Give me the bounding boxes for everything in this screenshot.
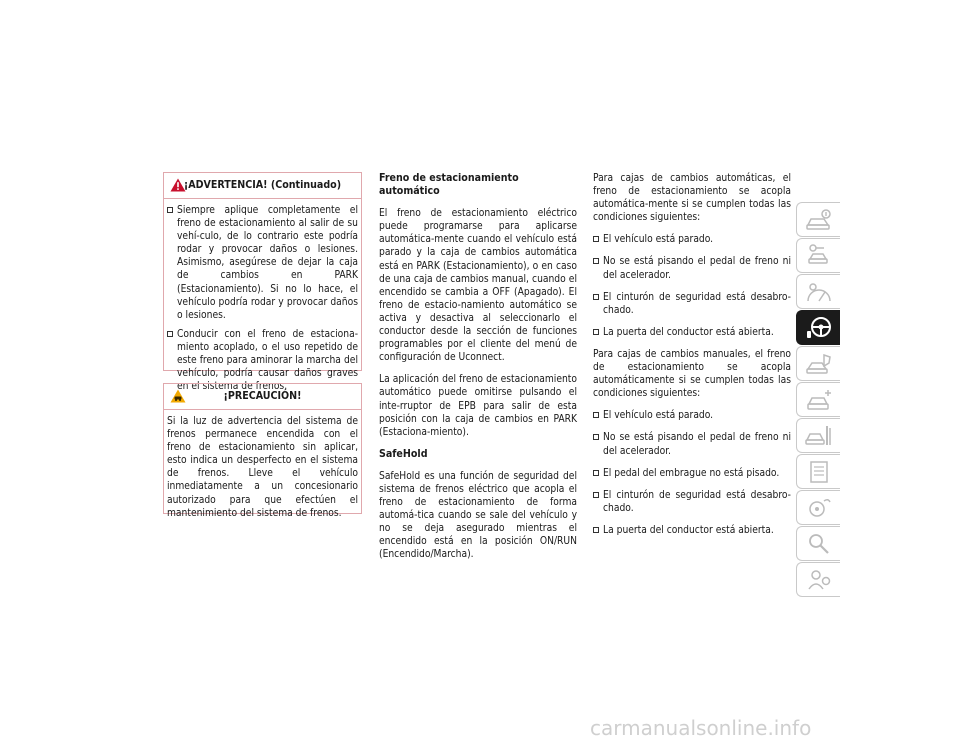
middle-column bbox=[379, 172, 577, 571]
bullet-square-icon bbox=[593, 492, 599, 498]
list-item: El pedal del embrague no está pisado. bbox=[593, 467, 791, 480]
list-item: Conducir con el freno de estaciona-miento acoplado, o el uso repetido de este freno para aminorar la marcha del vehículo, podría causar daños graves en el sistema de frenos. bbox=[167, 328, 358, 393]
bullet-square-icon bbox=[593, 412, 599, 418]
caution-car-icon bbox=[170, 389, 186, 403]
tab-specifications[interactable] bbox=[796, 454, 840, 489]
customer-assistance-icon bbox=[804, 567, 834, 593]
specifications-icon bbox=[804, 459, 834, 485]
tab-safety[interactable] bbox=[796, 346, 840, 381]
warning-box bbox=[163, 172, 362, 393]
bullet-square-icon bbox=[593, 236, 599, 242]
list-item: Siempre aplique completamente el freno de estacionamiento al salir de su vehí-culo, de lo contrario este podría rodar y provocar daños o lesiones. Asimismo, asegúrese de dejar la caja de cambios en PARK (Estacionamiento). Si no lo hace, el vehículo podría rodar y provocar daños o lesiones. bbox=[167, 204, 358, 322]
tab-car-info[interactable] bbox=[796, 202, 840, 237]
warning-header bbox=[164, 173, 361, 199]
tab-car-keys[interactable] bbox=[796, 238, 840, 273]
car-info-icon bbox=[804, 207, 834, 233]
list-item: El cinturón de seguridad está desabro-chado. bbox=[593, 291, 791, 317]
paragraph: Para cajas de cambios manuales, el freno de estacionamiento se acopla automáticamente si se cumplen todas las condiciones siguientes: bbox=[593, 348, 791, 400]
tab-dashboard-lights[interactable] bbox=[796, 274, 840, 309]
list-item: No se está pisando el pedal de freno ni del acelerador. bbox=[593, 431, 791, 457]
tab-search-index[interactable] bbox=[796, 526, 840, 561]
list-item: El vehículo está parado. bbox=[593, 233, 791, 246]
steering-wheel-icon bbox=[804, 315, 834, 341]
watermark: carmanualsonline.info bbox=[590, 716, 812, 740]
list-item: La puerta del conductor está abierta. bbox=[593, 326, 791, 339]
warning-triangle-icon bbox=[170, 178, 186, 192]
section-heading: SafeHold bbox=[379, 447, 428, 460]
caution-text: Si la luz de advertencia del sistema de frenos permanece encendida con el freno de estacionamiento sin aplicar, esto indica un desperfecto en el sistema de frenos. Lleve el vehículo inmediatamente a un concesionario autorizado para que efectúen el mantenimiento del sistema de frenos. bbox=[167, 416, 358, 519]
paragraph: Para cajas de cambios automáticas, el freno de estacionamiento se acopla automática-mente si se cumplen todas las condiciones siguientes: bbox=[593, 173, 791, 224]
emergency-icon bbox=[804, 387, 834, 413]
bullet-square-icon bbox=[593, 434, 599, 440]
list-item: El cinturón de seguridad está desabro-chado. bbox=[593, 489, 791, 515]
bullet-square-icon bbox=[593, 527, 599, 533]
search-index-icon bbox=[804, 531, 834, 557]
paragraph: El freno de estacionamiento eléctrico puede programarse para aplicarse automática-mente cuando el vehículo está parado y la caja de cambios automática está en PARK (Estacionamiento), o en caso de una caja de cambios manual, cuando el encendido se cambia a OFF (Apagado). El freno de estacio-namiento automático se activa y desactiva al seleccionarlo el conductor desde la sección de funciones programables por el cliente del menú de configuración de Uconnect. bbox=[379, 208, 577, 364]
bullet-square-icon bbox=[593, 258, 599, 264]
list-item: El vehículo está parado. bbox=[593, 409, 791, 422]
warning-title: ¡ADVERTENCIA! (Continuado) bbox=[183, 178, 342, 191]
caution-box bbox=[163, 383, 362, 519]
tab-multimedia[interactable] bbox=[796, 490, 840, 525]
tab-customer-assistance[interactable] bbox=[796, 562, 840, 597]
bullet-square-icon bbox=[593, 470, 599, 476]
dashboard-lights-icon bbox=[804, 279, 834, 305]
section-heading: Freno de estacionamiento automático bbox=[379, 172, 519, 198]
paragraph: La aplicación del freno de estacionamiento automático puede omitirse pulsando el inte-rruptor de EPB para salir de esta posición con la caja de cambios en PARK (Estaciona-miento). bbox=[379, 374, 577, 438]
service-tools-icon bbox=[804, 423, 834, 449]
tab-service-tools[interactable] bbox=[796, 418, 840, 453]
multimedia-icon bbox=[804, 495, 834, 521]
tab-steering-wheel[interactable] bbox=[796, 310, 840, 345]
list-item: La puerta del conductor está abierta. bbox=[593, 524, 791, 537]
caution-title: ¡PRECAUCIÓN! bbox=[223, 389, 302, 402]
list-item: No se está pisando el pedal de freno ni del acelerador. bbox=[593, 255, 791, 281]
safety-icon bbox=[804, 351, 834, 377]
bullet-square-icon bbox=[167, 331, 173, 337]
paragraph: SafeHold es una función de seguridad del sistema de frenos eléctrico que acopla el freno de estacionamiento de forma automá-tica cuando se sale del vehículo y no se deja asegurado mientras el encendido está en la posición ON/RUN (Encendido/Marcha). bbox=[379, 470, 577, 561]
caution-header bbox=[164, 384, 361, 410]
bullet-square-icon bbox=[167, 207, 173, 213]
car-keys-icon bbox=[804, 243, 834, 269]
bullet-square-icon bbox=[593, 294, 599, 300]
right-column bbox=[593, 172, 791, 546]
tab-emergency[interactable] bbox=[796, 382, 840, 417]
bullet-square-icon bbox=[593, 329, 599, 335]
chapter-tabs bbox=[796, 202, 840, 598]
